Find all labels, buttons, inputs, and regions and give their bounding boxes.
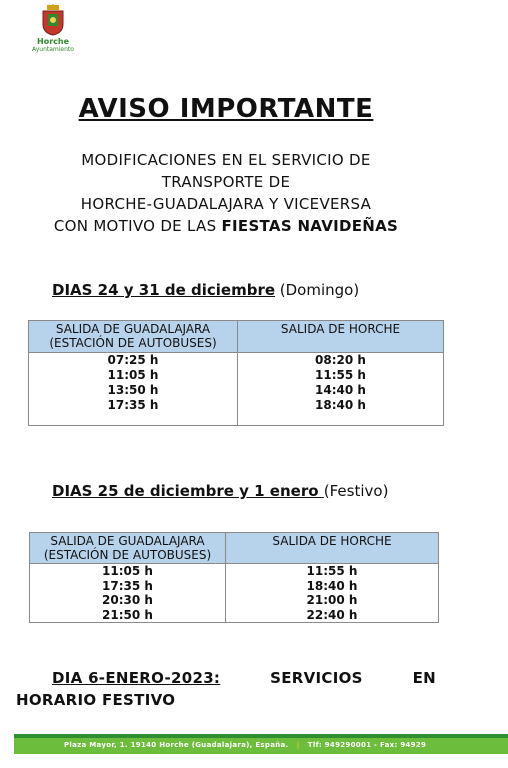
time-cell: 08:20 h (315, 353, 366, 367)
closing-word-2: EN (412, 669, 436, 687)
time-cell: 11:05 h (102, 564, 153, 578)
closing-word-1: SERVICIOS (270, 669, 363, 687)
time-cell: 13:50 h (107, 383, 159, 397)
section2-col2-header: SALIDA DE HORCHE (226, 533, 439, 564)
footer-separator: | (296, 741, 300, 749)
intro-line-2: TRANSPORTE DE (161, 173, 291, 191)
section1-heading (52, 281, 359, 299)
time-cell: 20:30 h (102, 593, 153, 607)
section2-heading (52, 482, 388, 500)
time-cell: 21:00 h (306, 593, 358, 607)
intro-line-3: HORCHE-GUADALAJARA Y VICEVERSA (80, 195, 372, 213)
footer-text (64, 741, 426, 749)
time-cell: 17:35 h (102, 578, 153, 593)
section1-col1-times (29, 353, 238, 426)
footer-contact: Tlf: 949290001 - Fax: 94929 (307, 741, 427, 749)
section2-heading-text: DIAS 25 de diciembre y 1 enero (52, 482, 324, 500)
section1-col2-times (238, 353, 444, 426)
closing-note (16, 667, 436, 711)
intro-line-4-prefix: CON MOTIVO DE LAS (53, 217, 222, 235)
time-cell: 11:05 h (107, 368, 159, 382)
coat-of-arms-icon (40, 4, 66, 36)
page-title: AVISO IMPORTANTE (78, 94, 374, 124)
time-cell: 14:40 h (315, 383, 366, 397)
time-cell: 18:40 h (306, 578, 358, 593)
time-cell: 11:55 h (315, 368, 366, 382)
logo-subtitle: Ayuntamiento (32, 46, 74, 53)
section1-col2-header: SALIDA DE HORCHE (238, 321, 444, 353)
time-cell: 17:35 h (107, 398, 159, 412)
time-cell: 21:50 h (102, 607, 153, 622)
footer-address: Plaza Mayor, 1. 19140 Horche (Guadalajara), España. (64, 741, 289, 749)
intro-line-1: MODIFICACIONES EN EL SERVICIO DE (81, 151, 371, 169)
section1-table (28, 320, 444, 426)
intro-text (0, 149, 452, 237)
section1-heading-text: DIAS 24 y 31 de diciembre (52, 281, 276, 299)
section2-col2-times (226, 564, 439, 623)
section1-note: (Domingo) (275, 281, 360, 299)
closing-line-2: HORARIO FESTIVO (16, 691, 176, 709)
section2-note: (Festivo) (323, 482, 389, 500)
time-cell: 18:40 h (315, 398, 366, 412)
closing-date: DIA 6-ENERO-2023: (52, 669, 221, 687)
section2-col1-times (30, 564, 226, 623)
logo-name: Horche (37, 37, 69, 46)
intro-line-4-bold: FIESTAS NAVIDEÑAS (221, 217, 399, 235)
intro-line-4 (0, 215, 452, 237)
section1-col1-header: SALIDA DE GUADALAJARA (ESTACIÓN DE AUTOBUSES) (29, 321, 238, 353)
time-cell: 07:25 h (107, 353, 159, 367)
section2-table (29, 532, 439, 623)
section2-col1-header: SALIDA DE GUADALAJARA (ESTACIÓN DE AUTOBUSES) (30, 533, 226, 564)
horche-logo (30, 4, 76, 53)
time-cell: 22:40 h (306, 607, 358, 622)
footer-bar (14, 734, 508, 754)
closing-line-1 (16, 667, 436, 689)
time-cell: 11:55 h (306, 564, 358, 578)
